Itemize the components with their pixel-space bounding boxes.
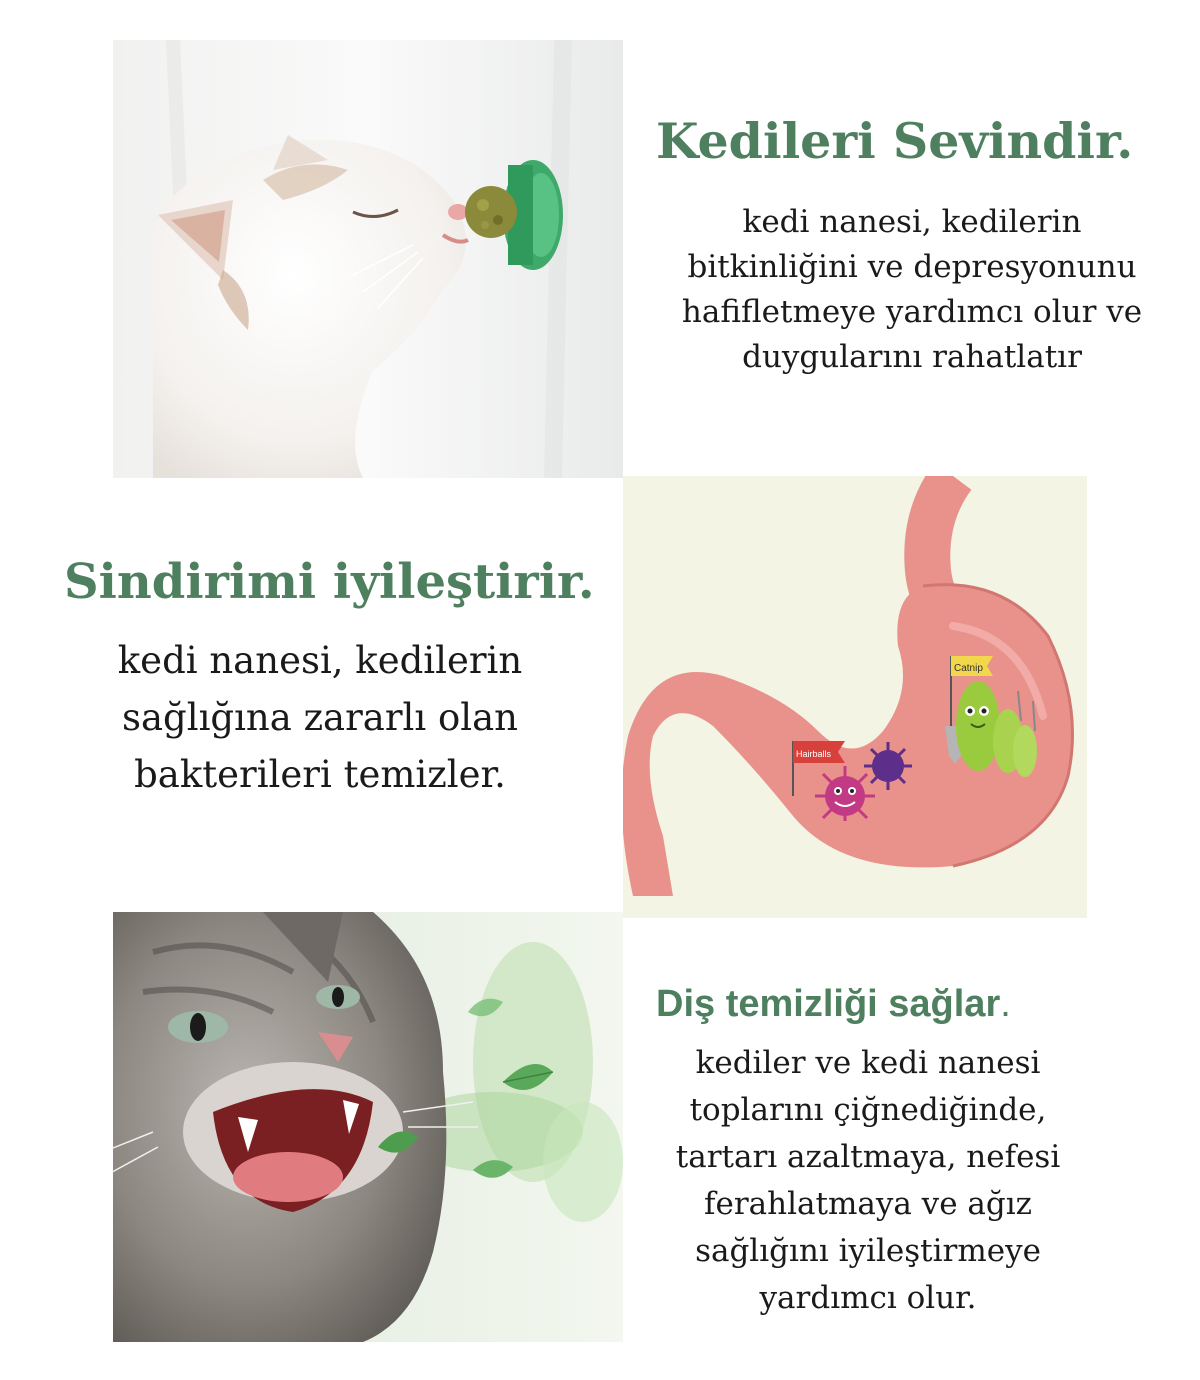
body-line: kedi nanesi, kedilerin: [742, 204, 1082, 240]
body-line: kedi nanesi, kedilerin: [117, 639, 523, 682]
body-line: sağlığını iyileştirmeye: [695, 1233, 1041, 1269]
section-title-dental-period: .: [1000, 983, 1011, 1025]
illustration-stomach: [623, 476, 1087, 918]
section-title-digestion: Sindirimi iyileştirir.: [64, 554, 595, 610]
body-line: bitkinliğini ve depresyonunu: [687, 249, 1137, 285]
section-body-happy-cats: [652, 200, 1172, 380]
hairballs-flag-label: Hairballs: [796, 749, 832, 759]
body-line: kediler ve kedi nanesi: [695, 1045, 1041, 1081]
body-line: yardımcı olur.: [759, 1280, 977, 1316]
purple-germ-icon: [864, 742, 912, 790]
section-title-dental: [656, 983, 1011, 1026]
body-line: sağlığına zararlı olan: [122, 696, 518, 739]
body-line: toplarını çiğnediğinde,: [689, 1092, 1047, 1128]
photo-kitten-mint-leaves: [113, 912, 623, 1342]
body-line: hafifletmeye yardımcı olur ve: [681, 294, 1143, 330]
section-title-happy-cats: Kedileri Sevindir.: [656, 112, 1134, 170]
body-line: tartarı azaltmaya, nefesi: [675, 1139, 1061, 1175]
photo-cat-licking-catnip-ball: [113, 40, 623, 478]
section-body-digestion: [40, 632, 600, 803]
body-line: duygularını rahatlatır: [742, 339, 1082, 375]
body-line: bakterileri temizler.: [134, 753, 506, 796]
body-line: ferahlatmaya ve ağız: [704, 1186, 1032, 1222]
section-title-dental-text: Diş temizliği sağlar: [656, 983, 1001, 1025]
catnip-flag-label: Catnip: [954, 663, 983, 674]
section-body-dental: [636, 1040, 1100, 1322]
